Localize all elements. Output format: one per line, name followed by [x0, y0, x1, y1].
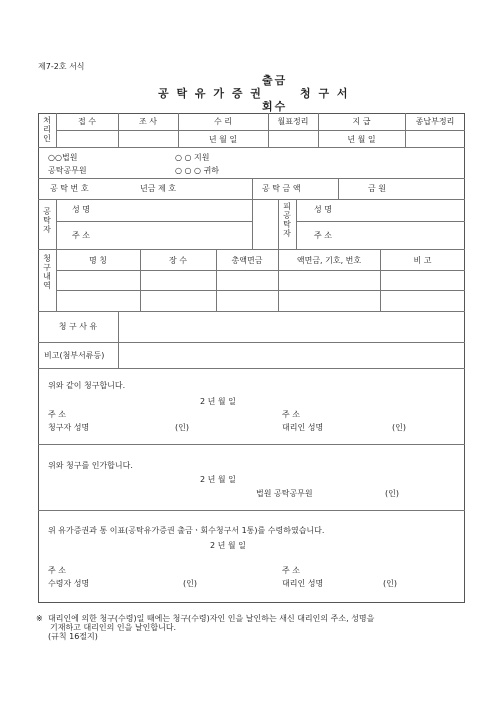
approval-seal: (인)	[385, 489, 399, 498]
title-option-recover: 회수	[262, 100, 288, 113]
approval-officer-label: 법원 공탁공무원	[256, 489, 313, 498]
footnote-line-1: 대리인에 의한 청구(수령)일 때에는 청구(수령)자인 인을 날인하는 새신 대리인의 주소, 성명을	[48, 614, 375, 623]
receiver-name-label: 수령자 성명	[48, 579, 90, 588]
header-payment: 지 급	[352, 117, 371, 126]
header-review: 조 사	[139, 117, 157, 126]
deposit-amount-label: 공 탁 금 액	[262, 184, 301, 193]
recipient-name-label: 성 명	[314, 205, 332, 214]
deposit-amount-value: 금 원	[368, 184, 386, 193]
recipient-side-label: 피 공 탁 자	[283, 202, 291, 238]
header-settlement: 종납부정리	[415, 117, 455, 126]
claim-header-count: 장 수	[169, 256, 187, 265]
deposit-number-label: 공 탁 번 호	[50, 184, 89, 193]
agent-address-label: 주 소	[282, 410, 300, 419]
claim-reason-label: 청 구 사 유	[58, 322, 98, 331]
deposit-number-value: 년금 제 호	[140, 184, 176, 193]
approval-date: 2 년 월 일	[200, 475, 236, 484]
footnote-mark: ※	[36, 614, 43, 623]
form-number: 제7-2호 서식	[38, 62, 85, 71]
court-name: ○○법원	[48, 153, 78, 162]
header-ledger: 월표정리	[277, 117, 309, 126]
officer-addressee-marks: ○ ○ ○ 귀하	[175, 166, 220, 175]
approval-statement: 위와 청구를 인가합니다.	[48, 461, 133, 470]
agent-seal: (인)	[392, 423, 406, 432]
claimant-name-label: 청구자 성명	[48, 423, 90, 432]
claim-header-name: 명 칭	[89, 256, 107, 265]
header-accept: 수 리	[214, 117, 232, 126]
processing-side-label: 처 리 인	[43, 116, 51, 143]
receipt-date: 2 년 월 일	[210, 541, 246, 550]
depositor-name-label: 성 명	[72, 205, 90, 214]
depositor-address-label: 주 소	[72, 231, 90, 240]
payment-date: 년 월 일	[347, 135, 376, 144]
footnote-line-2: 기재하고 대리인의 인을 날인합니다.	[50, 623, 177, 632]
receipt-agent-seal: (인)	[383, 579, 397, 588]
remarks-label: 비고(첨부서류등)	[44, 351, 105, 360]
claim-date: 2 년 월 일	[200, 397, 236, 406]
claim-header-remarks: 비 고	[413, 256, 432, 265]
accept-date: 년 월 일	[208, 135, 238, 144]
header-receipt: 접 수	[78, 117, 96, 126]
receipt-agent-name-label: 대리인 성명	[282, 579, 324, 588]
title-prefix: 공 탁 유 가 증 권	[158, 87, 263, 100]
claim-header-face-value: 액면금, 기호, 번호	[296, 256, 362, 265]
claim-side-label: 청 구 내 역	[43, 254, 51, 290]
branch-court-marks: ○ ○ 지원	[175, 153, 210, 162]
title-option-withdraw: 출금	[262, 74, 288, 87]
claimant-address-label: 주 소	[48, 410, 66, 419]
claimant-seal: (인)	[175, 423, 189, 432]
claim-statement: 위와 같이 청구합니다.	[48, 381, 126, 390]
recipient-address-label: 주 소	[314, 231, 332, 240]
officer-label: 공탁공무원	[48, 166, 87, 175]
receiver-address-label: 주 소	[48, 566, 66, 575]
receipt-statement: 위 유가증권과 통 이표(공탁유가증권 출금ㆍ회수청구서 1통)를 수령하였습니다.	[48, 526, 325, 535]
footnote-line-3: (규칙 16절지)	[48, 632, 98, 641]
claim-header-total: 총액면금	[231, 256, 263, 265]
depositor-side-label: 공 탁 자	[43, 207, 51, 234]
agent-name-label: 대리인 성명	[282, 423, 324, 432]
receiver-seal: (인)	[183, 579, 197, 588]
title-suffix: 청 구 서	[300, 87, 350, 100]
receipt-agent-address-label: 주 소	[282, 566, 300, 575]
